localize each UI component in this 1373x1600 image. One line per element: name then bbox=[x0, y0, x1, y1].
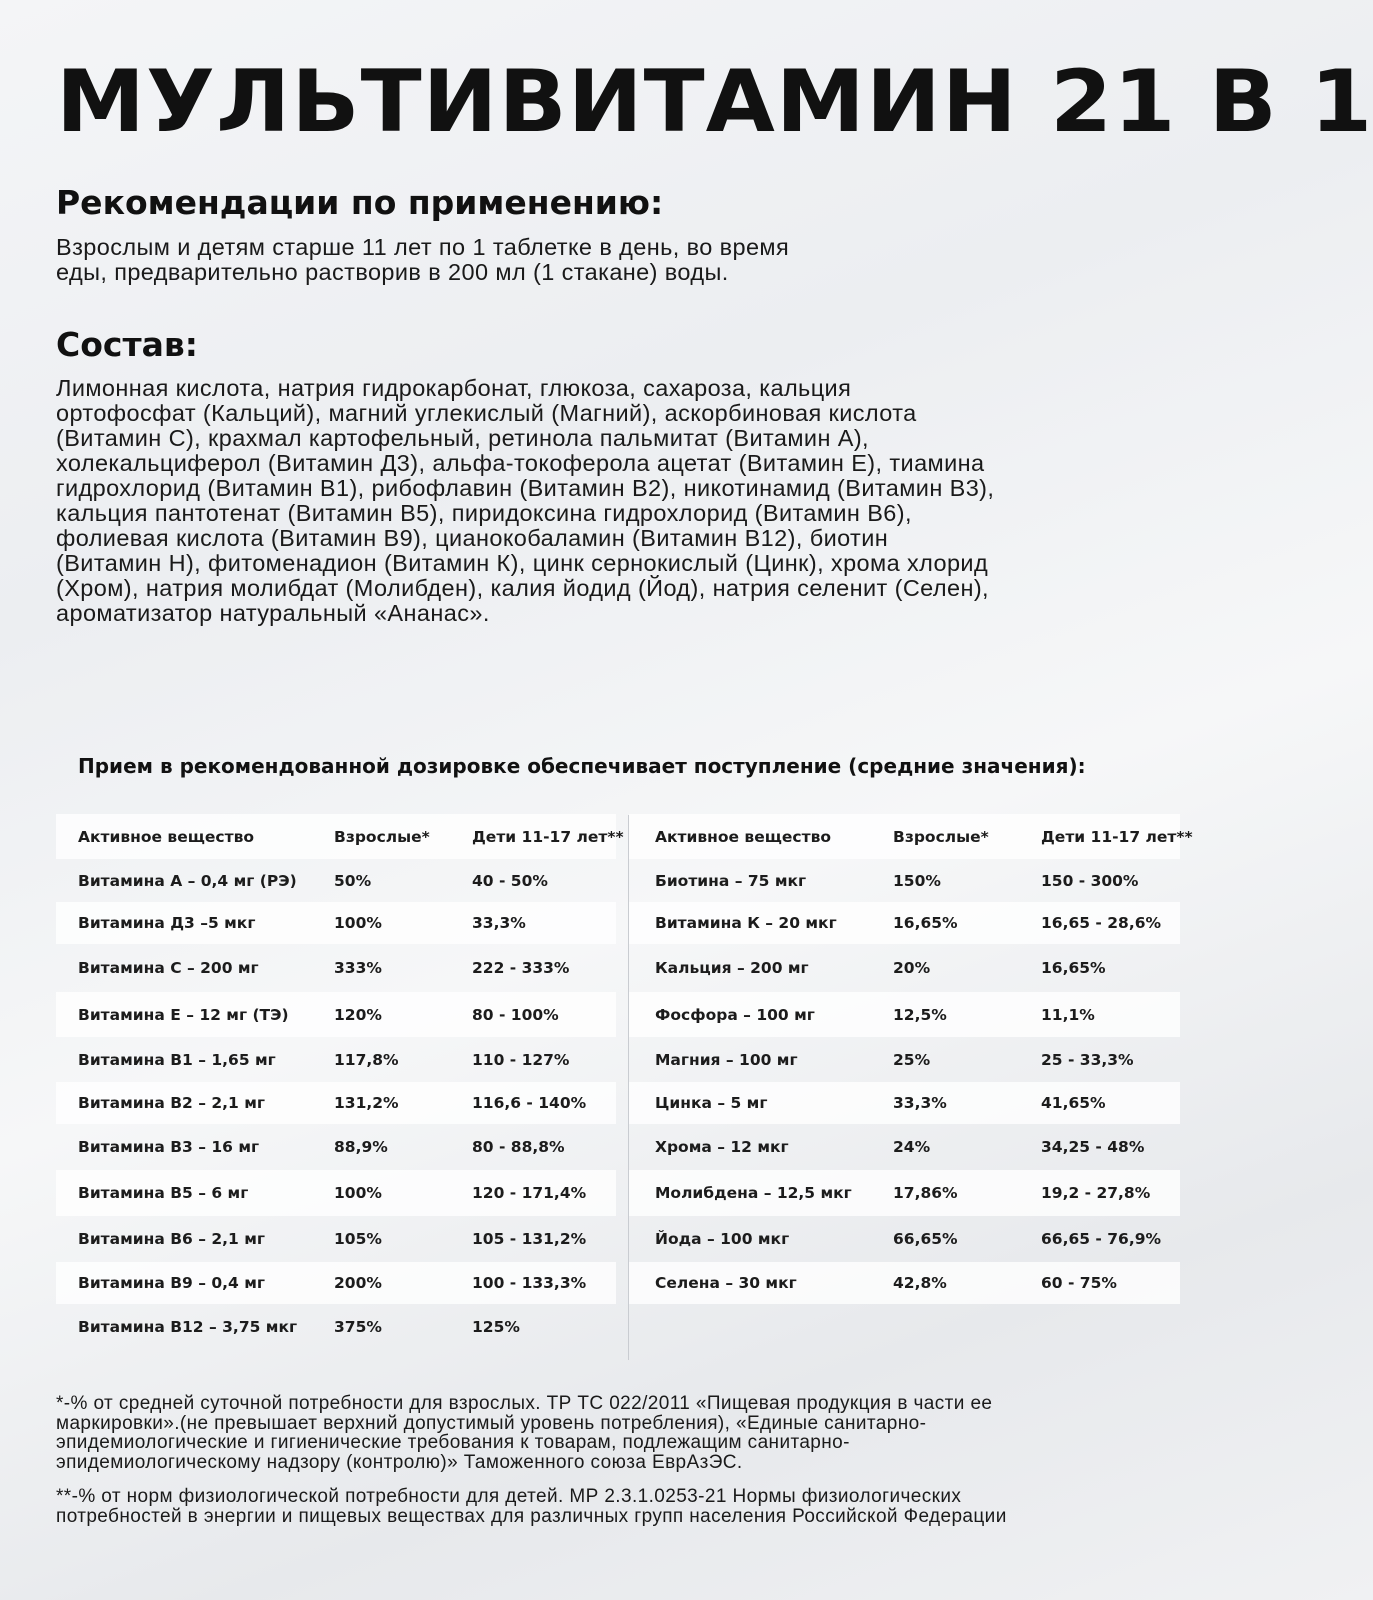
table-cell: 150 - 300% bbox=[1041, 872, 1139, 890]
composition-line: ортофосфат (Кальций), магний углекислый (Магний), аскорбиновая кислота bbox=[56, 400, 917, 426]
table-row bbox=[56, 902, 616, 944]
table-cell: 25% bbox=[893, 1050, 931, 1069]
composition-text bbox=[56, 376, 994, 626]
composition-line: (Хром), натрия молибдат (Молибден), калия йодид (Йод), натрия селенит (Селен), bbox=[56, 575, 989, 601]
composition-line: холекальциферол (Витамин Д3), альфа-токоферола ацетат (Витамин Е), тиамина bbox=[56, 450, 985, 476]
nutrient-table-right bbox=[629, 815, 1193, 1360]
table-cell: 100% bbox=[334, 914, 382, 932]
composition-line: Лимонная кислота, натрия гидрокарбонат, глюкоза, сахароза, кальция bbox=[56, 375, 852, 401]
table-row bbox=[629, 944, 1180, 992]
table-cell: 60 - 75% bbox=[1041, 1274, 1117, 1292]
usage-text bbox=[56, 235, 789, 285]
usage-line: еды, предварительно растворив в 200 мл (1 стакане) воды. bbox=[56, 259, 729, 285]
table-cell: 200% bbox=[334, 1274, 382, 1292]
footnote-line: **-% от норм физиологической потребности для детей. МР 2.3.1.0253-21 Нормы физиологических bbox=[56, 1486, 962, 1507]
table-cell: 42,8% bbox=[893, 1274, 947, 1292]
usage-heading: Рекомендации по применению: bbox=[56, 183, 664, 222]
table-row bbox=[56, 992, 616, 1037]
table-row bbox=[629, 1262, 1180, 1304]
table-cell: Магния – 100 мг bbox=[655, 1050, 798, 1069]
table-row bbox=[56, 1037, 616, 1082]
table-cell: 12,5% bbox=[893, 1005, 947, 1024]
table-cell: 116,6 - 140% bbox=[472, 1094, 587, 1112]
table-cell: 125% bbox=[472, 1317, 520, 1336]
table-cell: 80 - 100% bbox=[472, 1005, 559, 1024]
table-cell: Селена – 30 мкг bbox=[655, 1274, 797, 1292]
table-cell: 105 - 131,2% bbox=[472, 1230, 587, 1248]
composition-line: фолиевая кислота (Витамин В9), цианокобаламин (Витамин В12), биотин bbox=[56, 525, 889, 551]
table-cell: Фосфора – 100 мг bbox=[655, 1005, 815, 1024]
table-cell: 11,1% bbox=[1041, 1005, 1095, 1024]
table-cell: Витамина В1 – 1,65 мг bbox=[78, 1050, 276, 1069]
table-cell: 66,65 - 76,9% bbox=[1041, 1230, 1162, 1248]
table-cell: Витамина К – 20 мкг bbox=[655, 914, 837, 932]
table-cell: 16,65% bbox=[893, 914, 958, 932]
table-cell: Цинка – 5 мг bbox=[655, 1094, 768, 1112]
table-cell: 222 - 333% bbox=[472, 959, 570, 977]
table-header-cell: Активное вещество bbox=[78, 827, 255, 846]
table-cell: Биотина – 75 мкг bbox=[655, 872, 807, 890]
footnote-line: потребностей в энергии и пищевых веществах для различных групп населения Российской Федерации bbox=[56, 1505, 1007, 1527]
table-row bbox=[56, 1170, 616, 1216]
table-cell: 40 - 50% bbox=[472, 872, 548, 890]
table-row bbox=[56, 1216, 616, 1262]
footnote-adults bbox=[56, 1394, 992, 1472]
footnote-line: *-% от средней суточной потребности для взрослых. ТР ТС 022/2011 «Пищевая продукция в части ее bbox=[56, 1393, 993, 1414]
table-cell: 120% bbox=[334, 1005, 382, 1024]
table-title: Прием в рекомендованной дозировке обеспечивает поступление (средние значения): bbox=[78, 754, 1086, 778]
table-cell: 24% bbox=[893, 1138, 931, 1156]
table-header-row bbox=[56, 814, 624, 859]
footnote-line: эпидемиологические и гигиенические требования к товарам, подлежащим санитарно- bbox=[56, 1432, 850, 1453]
table-cell: Витамина В5 – 6 мг bbox=[78, 1184, 249, 1202]
table-row bbox=[629, 1037, 1180, 1082]
table-cell: Витамина В9 – 0,4 мг bbox=[78, 1274, 265, 1292]
table-row bbox=[629, 859, 1180, 903]
table-row bbox=[629, 1216, 1180, 1262]
composition-line: гидрохлорид (Витамин В1), рибофлавин (Витамин В2), никотинамид (Витамин В3), bbox=[56, 475, 995, 501]
table-header-cell: Дети 11-17 лет** bbox=[1041, 827, 1193, 846]
composition-line: ароматизатор натуральный «Ананас». bbox=[56, 600, 490, 626]
composition-line: (Витамин Н), фитоменадион (Витамин К), цинк сернокислый (Цинк), хрома хлорид bbox=[56, 550, 989, 576]
table-cell: 117,8% bbox=[334, 1050, 399, 1069]
table-cell: 100% bbox=[334, 1184, 382, 1202]
page-title: МУЛЬТИВИТАМИН 21 В 1 bbox=[56, 52, 1373, 152]
table-cell: Витамина В2 – 2,1 мг bbox=[78, 1094, 265, 1112]
table-cell: 16,65% bbox=[1041, 959, 1106, 977]
table-cell: Хрома – 12 мкг bbox=[655, 1138, 789, 1156]
table-cell: 19,2 - 27,8% bbox=[1041, 1184, 1151, 1202]
footnote-line: маркировки».(не превышает верхний допустимый уровень потребления), «Единые санитарно- bbox=[56, 1412, 927, 1434]
table-cell: Витамина В3 – 16 мг bbox=[78, 1138, 260, 1156]
table-header-cell: Взрослые* bbox=[334, 827, 430, 846]
table-row bbox=[629, 1124, 1180, 1170]
table-row bbox=[56, 1124, 616, 1170]
table-cell: 150% bbox=[893, 872, 941, 890]
table-cell: 50% bbox=[334, 872, 372, 890]
composition-line: кальция пантотенат (Витамин В5), пиридоксина гидрохлорид (Витамин В6), bbox=[56, 500, 912, 526]
table-row bbox=[56, 1262, 616, 1304]
table-cell: Йода – 100 мкг bbox=[655, 1230, 790, 1248]
table-cell: 16,65 - 28,6% bbox=[1041, 914, 1162, 932]
composition-line: (Витамин С), крахмал картофельный, ретинола пальмитат (Витамин А), bbox=[56, 425, 869, 451]
table-cell: Витамина В12 – 3,75 мкг bbox=[78, 1317, 298, 1336]
table-cell: 333% bbox=[334, 959, 382, 977]
table-cell: Витамина Е – 12 мг (ТЭ) bbox=[78, 1005, 289, 1024]
table-row bbox=[56, 944, 616, 992]
composition-heading: Состав: bbox=[56, 325, 198, 364]
table-header-cell: Дети 11-17 лет** bbox=[472, 827, 624, 846]
table-row bbox=[56, 859, 616, 903]
table-row bbox=[56, 1304, 616, 1349]
table-cell: 25 - 33,3% bbox=[1041, 1050, 1134, 1069]
footnote-children bbox=[56, 1487, 1007, 1526]
table-cell: 17,86% bbox=[893, 1184, 958, 1202]
table-cell: Молибдена – 12,5 мкг bbox=[655, 1184, 852, 1202]
table-cell: 375% bbox=[334, 1317, 382, 1336]
footnote-line: эпидемиологическому надзору (контролю)» Таможенного союза ЕврАзЭС. bbox=[56, 1451, 743, 1473]
table-cell: Витамина А – 0,4 мг (РЭ) bbox=[78, 872, 297, 890]
table-cell: Кальция – 200 мг bbox=[655, 959, 809, 977]
table-row bbox=[629, 902, 1180, 944]
table-cell: Витамина С – 200 мг bbox=[78, 959, 259, 977]
table-cell: 120 - 171,4% bbox=[472, 1184, 587, 1202]
usage-line: Взрослым и детям старше 11 лет по 1 таблетке в день, во время bbox=[56, 234, 790, 260]
table-header-row bbox=[629, 814, 1193, 859]
table-cell: 100 - 133,3% bbox=[472, 1274, 587, 1292]
table-cell: Витамина Д3 –5 мкг bbox=[78, 914, 256, 932]
table-cell: 110 - 127% bbox=[472, 1050, 570, 1069]
table-cell: 33,3% bbox=[893, 1094, 947, 1112]
table-cell: 33,3% bbox=[472, 914, 526, 932]
table-cell: 131,2% bbox=[334, 1094, 399, 1112]
table-row bbox=[629, 1170, 1180, 1216]
table-cell: 88,9% bbox=[334, 1138, 388, 1156]
table-cell: 66,65% bbox=[893, 1230, 958, 1248]
table-cell: 41,65% bbox=[1041, 1094, 1106, 1112]
table-cell: 34,25 - 48% bbox=[1041, 1138, 1145, 1156]
nutrient-table-left bbox=[56, 815, 624, 1360]
table-row bbox=[56, 1082, 616, 1124]
table-header-cell: Взрослые* bbox=[893, 827, 989, 846]
table-cell: 80 - 88,8% bbox=[472, 1138, 565, 1156]
table-cell: 20% bbox=[893, 959, 931, 977]
table-cell: Витамина В6 – 2,1 мг bbox=[78, 1230, 265, 1248]
table-header-cell: Активное вещество bbox=[655, 827, 832, 846]
table-row bbox=[629, 1082, 1180, 1124]
table-cell: 105% bbox=[334, 1230, 382, 1248]
table-row bbox=[629, 992, 1180, 1037]
